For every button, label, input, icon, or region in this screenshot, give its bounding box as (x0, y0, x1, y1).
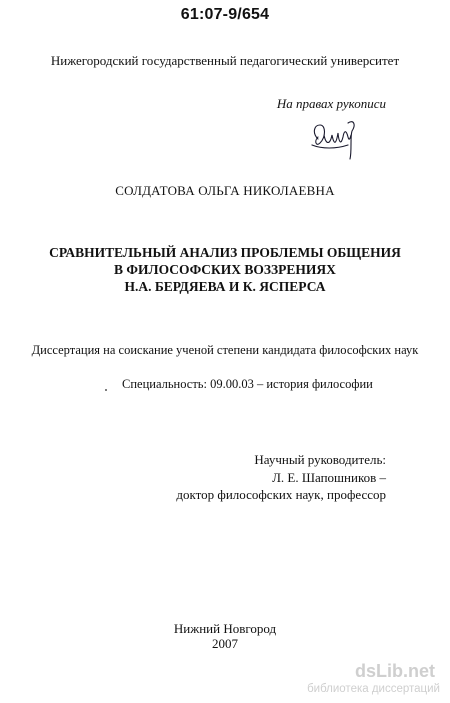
rights-notice: На правах рукописи (276, 96, 386, 111)
title-line: В ФИЛОСОФСКИХ ВОЗЗРЕНИЯХ (114, 262, 336, 277)
title-line: СРАВНИТЕЛЬНЫЙ АНАЛИЗ ПРОБЛЕМЫ ОБЩЕНИЯ (49, 245, 401, 260)
city: Нижний Новгород (173, 621, 277, 636)
supervisor-label: Научный руководитель: (254, 452, 386, 467)
year: 2007 (212, 636, 238, 651)
supervisor-name: Л. Е. Шапошников – (272, 469, 386, 485)
place-and-year (0, 621, 450, 651)
handwritten-signature (308, 115, 368, 163)
stray-mark (105, 389, 107, 391)
supervisor-block (176, 451, 386, 504)
dissertation-title (0, 244, 450, 295)
title-line: Н.А. БЕРДЯЕВА И К. ЯСПЕРСА (124, 279, 326, 294)
author-name: СОЛДАТОВА ОЛЬГА НИКОЛАЕВНА (115, 183, 335, 198)
supervisor-degree: доктор философских наук, профессор (176, 487, 386, 502)
watermark-subtitle: библиотека диссертаций (307, 683, 440, 695)
catalog-number: 61:07-9/654 (180, 6, 270, 23)
specialty: Специальность: 09.00.03 – история философии (122, 377, 373, 391)
university-name: Нижегородский государственный педагогический университет (50, 53, 400, 68)
thesis-type: Диссертация на соискание ученой степени кандидата философских наук (31, 343, 419, 357)
watermark-logo: dsLib.net (355, 661, 435, 681)
